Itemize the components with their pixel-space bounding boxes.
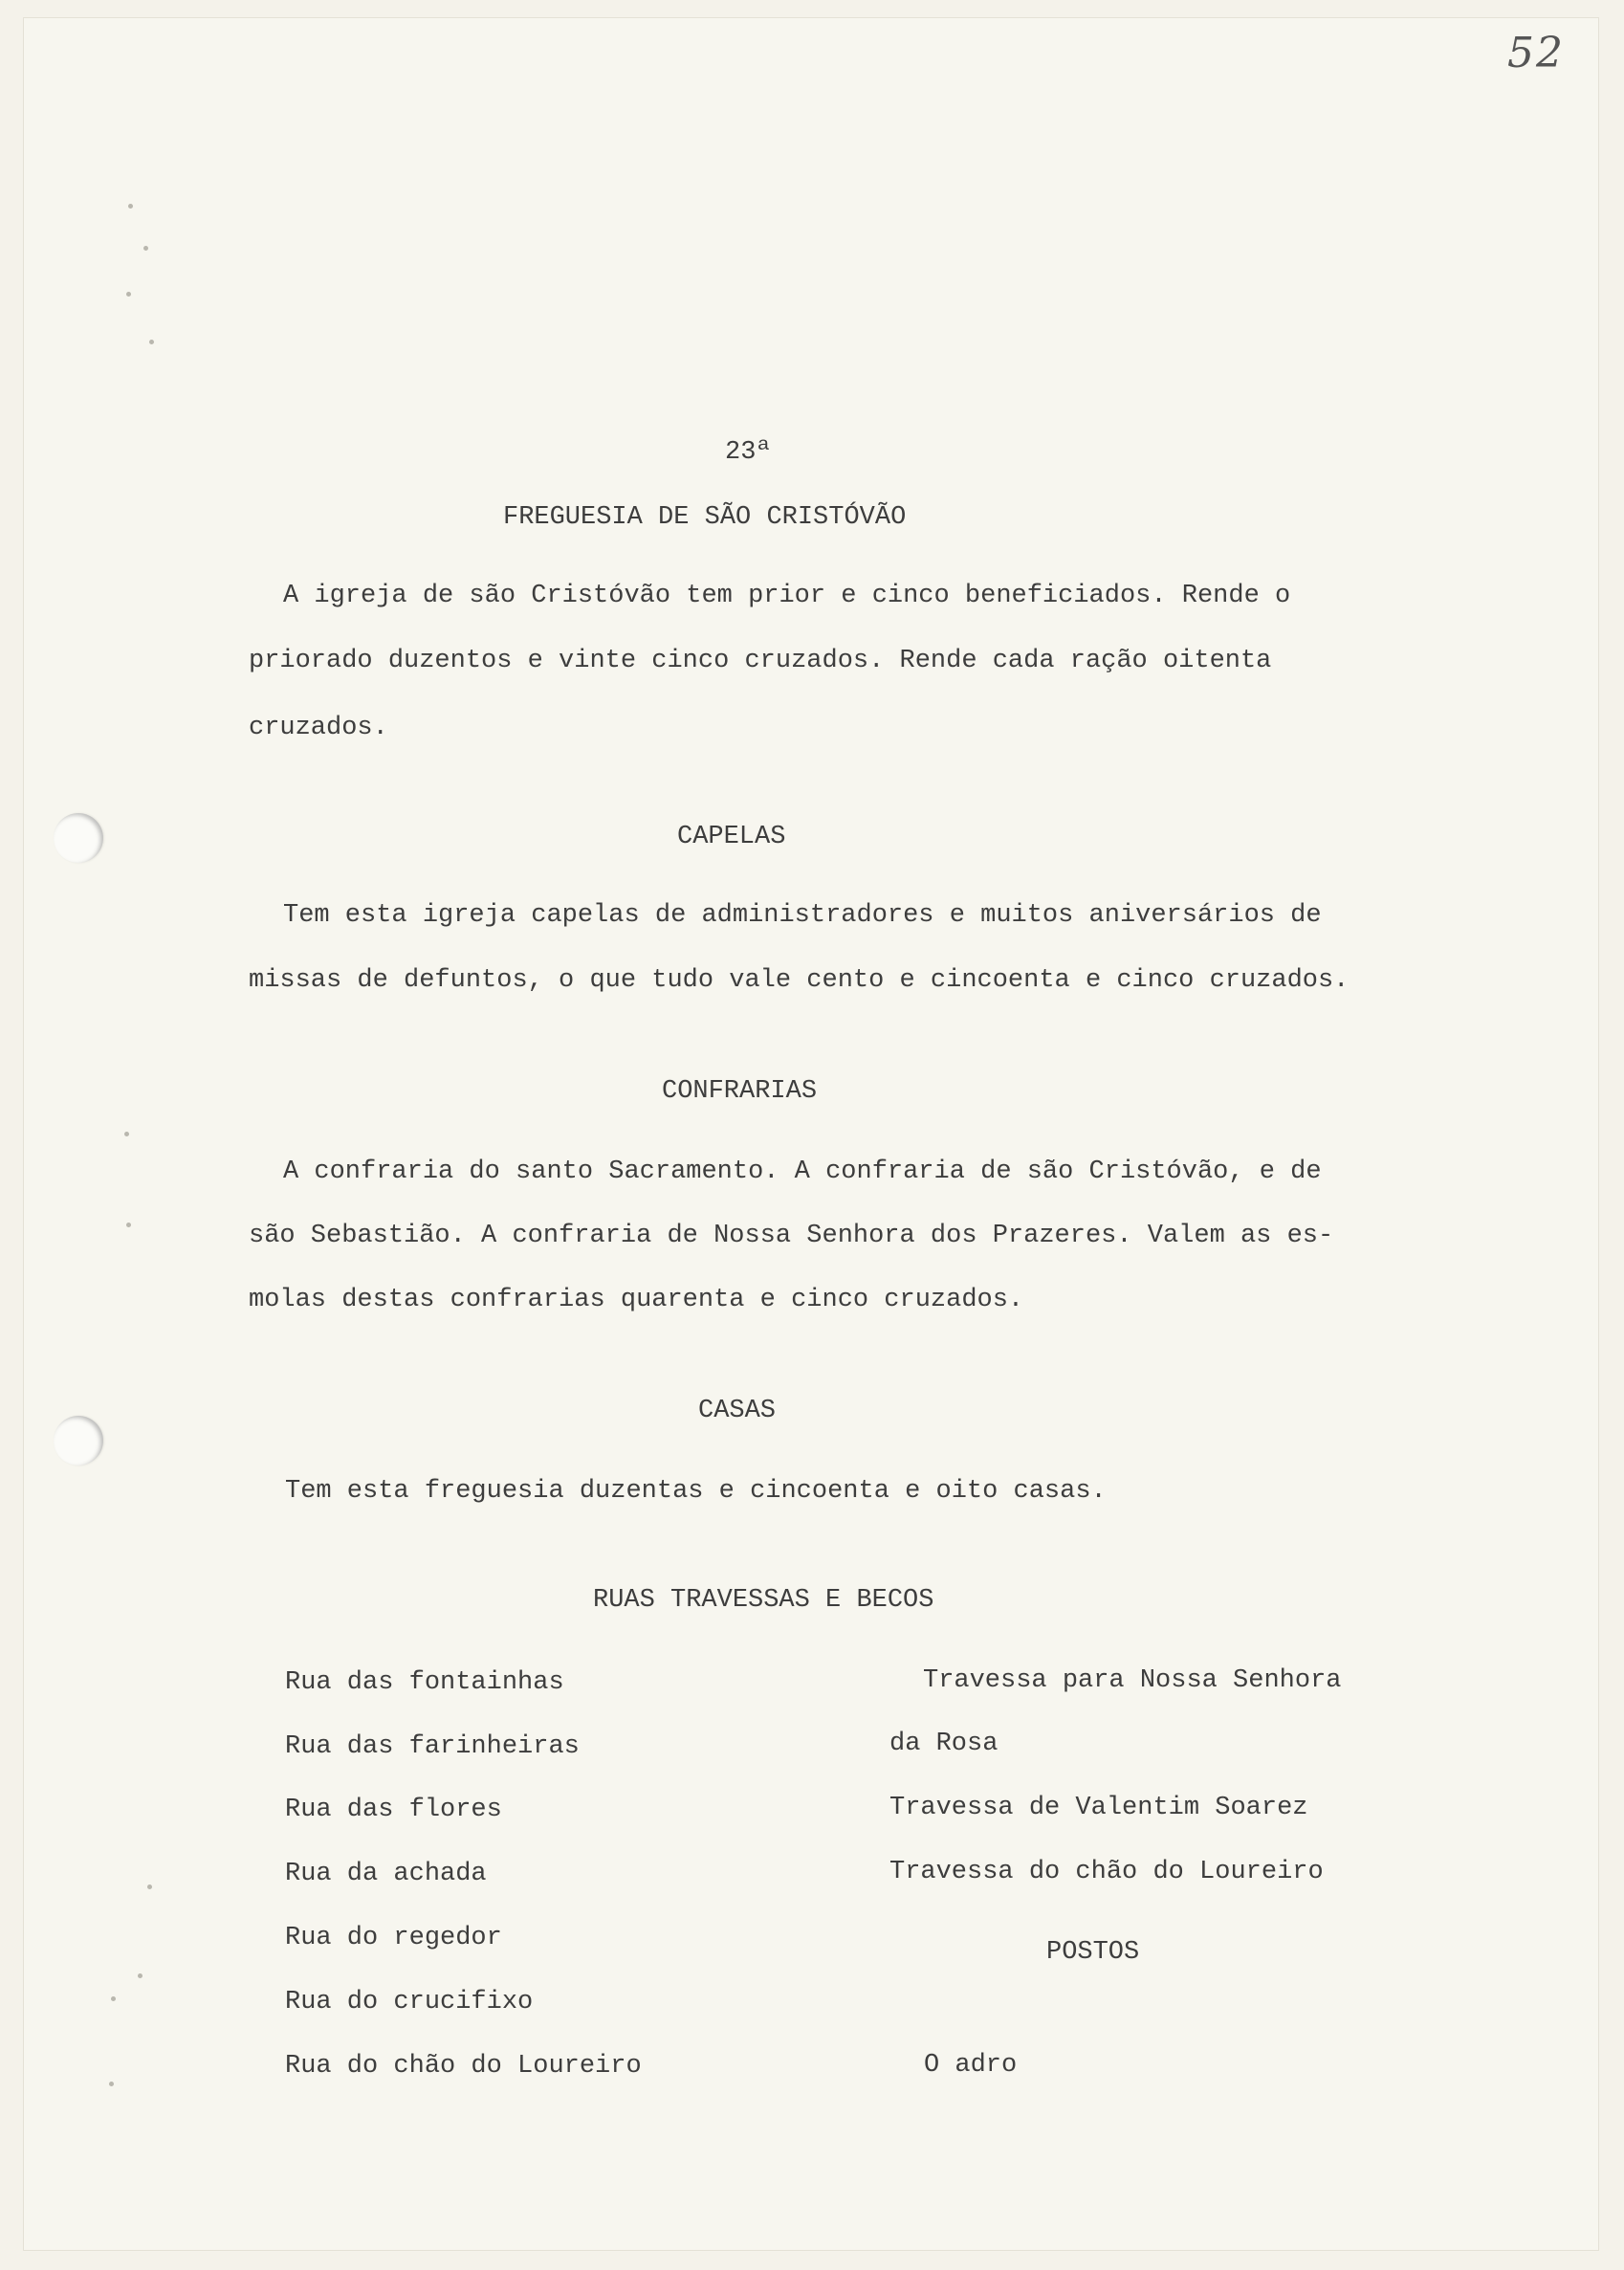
capelas-heading: CAPELAS: [677, 823, 786, 851]
rua-item: Rua das fontainhas: [285, 1668, 564, 1697]
intro-line: cruzados.: [249, 714, 388, 742]
section-number: 23ª: [725, 438, 772, 467]
rua-item: Rua das flores: [285, 1796, 502, 1824]
rua-item: Rua da achada: [285, 1860, 487, 1888]
casas-heading: CASAS: [698, 1397, 777, 1425]
speck: [138, 1973, 143, 1978]
speck: [111, 1996, 116, 2001]
speck: [126, 1223, 131, 1227]
posto-item: O adro: [924, 2051, 1018, 2080]
travessa-item: Travessa de Valentim Soarez: [889, 1794, 1308, 1822]
rua-item: Rua do regedor: [285, 1924, 502, 1952]
confrarias-line: molas destas confrarias quarenta e cinco cruzados.: [249, 1286, 1024, 1314]
speck: [109, 2082, 114, 2086]
rua-item: Rua do chão do Loureiro: [285, 2052, 642, 2081]
confrarias-heading: CONFRARIAS: [662, 1077, 818, 1106]
intro-line: A igreja de são Cristóvão tem prior e cinco beneficiados. Rende o: [283, 582, 1291, 610]
speck: [124, 1132, 129, 1136]
travessa-item: Travessa do chão do Loureiro: [889, 1858, 1324, 1886]
postos-heading: POSTOS: [1046, 1938, 1140, 1967]
speck: [126, 292, 131, 297]
confrarias-line: A confraria do santo Sacramento. A confraria de são Cristóvão, e de: [283, 1157, 1322, 1186]
document-page: [23, 17, 1599, 2251]
travessa-item: Travessa para Nossa Senhora: [923, 1666, 1342, 1695]
ruas-heading: RUAS TRAVESSAS E BECOS: [593, 1586, 934, 1615]
intro-line: priorado duzentos e vinte cinco cruzados. Rende cada ração oitenta: [249, 647, 1272, 675]
punch-hole: [54, 1416, 103, 1466]
speck: [143, 246, 148, 251]
speck: [128, 204, 133, 209]
speck: [147, 1884, 152, 1889]
page-title: FREGUESIA DE SÃO CRISTÓVÃO: [503, 503, 907, 532]
rua-item: Rua do crucifixo: [285, 1988, 534, 2017]
travessa-item: da Rosa: [889, 1730, 999, 1758]
rua-item: Rua das farinheiras: [285, 1732, 580, 1761]
punch-hole: [54, 813, 103, 863]
capelas-line: Tem esta igreja capelas de administradores e muitos aniversários de: [283, 901, 1322, 930]
capelas-line: missas de defuntos, o que tudo vale cento e cincoenta e cinco cruzados.: [249, 966, 1350, 995]
casas-line: Tem esta freguesia duzentas e cincoenta e oito casas.: [285, 1477, 1107, 1506]
confrarias-line: são Sebastião. A confraria de Nossa Senhora dos Prazeres. Valem as es-: [249, 1222, 1334, 1250]
handwritten-page-number: 52: [1507, 29, 1565, 77]
speck: [149, 340, 154, 344]
